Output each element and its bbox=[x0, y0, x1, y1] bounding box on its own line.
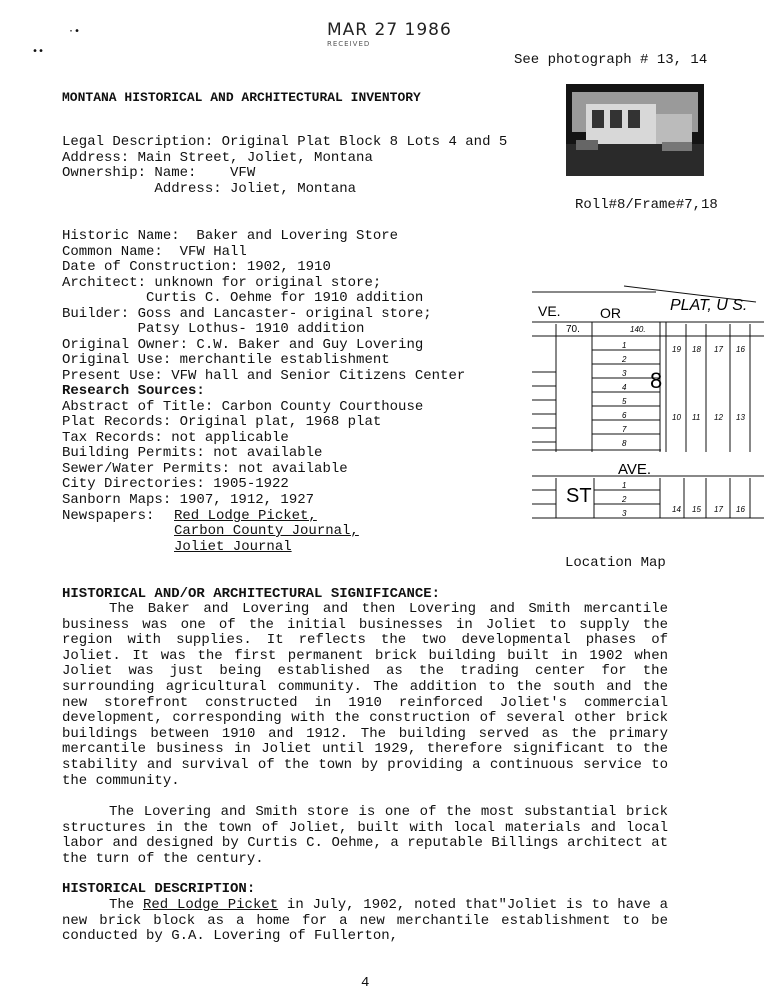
ownership-address: Address: Joliet, Montana bbox=[62, 181, 357, 197]
newspapers-label: Newspapers: bbox=[62, 508, 163, 524]
map-lot-6: 6 bbox=[622, 411, 627, 420]
map-row1-c: 17 bbox=[714, 345, 723, 354]
margin-mark-2: •• bbox=[32, 46, 45, 57]
map-num-140: 140. bbox=[630, 325, 646, 334]
map-row3-b: 15 bbox=[692, 505, 701, 514]
research-sanborn: Sanborn Maps: 1907, 1912, 1927 bbox=[62, 492, 315, 508]
research-plat: Plat Records: Original plat, 1968 plat bbox=[62, 414, 382, 430]
map-row2-c: 12 bbox=[714, 413, 723, 422]
architect: Architect: unknown for original store; bbox=[62, 275, 382, 291]
roll-frame: Roll#8/Frame#7,18 bbox=[575, 197, 718, 213]
significance-heading: HISTORICAL AND/OR ARCHITECTURAL SIGNIFICANCE: bbox=[62, 586, 441, 602]
map-lower-lot-1: 1 bbox=[622, 481, 627, 490]
description-pre: The bbox=[109, 897, 143, 913]
research-heading: Research Sources: bbox=[62, 383, 205, 399]
legal-description: Legal Description: Original Plat Block 8 Lots 4 and 5 bbox=[62, 134, 508, 150]
map-row3-a: 14 bbox=[672, 505, 681, 514]
research-directories: City Directories: 1905-1922 bbox=[62, 476, 289, 492]
description-paragraph bbox=[62, 898, 668, 945]
map-lot-4: 4 bbox=[622, 383, 627, 392]
map-row3-d: 16 bbox=[736, 505, 745, 514]
map-block-8: 8 bbox=[650, 368, 663, 393]
faint-stamp-text: RECEIVED bbox=[327, 40, 371, 48]
map-lot-1: 1 bbox=[622, 341, 627, 350]
builder-addition: Patsy Lothus- 1910 addition bbox=[62, 321, 365, 337]
research-permits: Building Permits: not available bbox=[62, 445, 323, 461]
ownership-name: Ownership: Name: VFW bbox=[62, 165, 256, 181]
map-street-plat: PLAT, U S. bbox=[670, 297, 748, 314]
builder: Builder: Goss and Lancaster- original store; bbox=[62, 306, 432, 322]
page-title: MONTANA HISTORICAL AND ARCHITECTURAL INVENTORY bbox=[62, 90, 421, 105]
map-lower-lot-3: 3 bbox=[622, 509, 627, 518]
research-sewer: Sewer/Water Permits: not available bbox=[62, 461, 348, 477]
newspaper-joliet: Joliet Journal bbox=[174, 539, 292, 555]
map-lower-lot-2: 2 bbox=[622, 495, 627, 504]
map-street-or: OR bbox=[600, 305, 621, 321]
significance-paragraph-2: The Lovering and Smith store is one of the most substantial brick structures in the town of Joliet, built with local materials and local labor and designed by Curtis C. Oehme, a reputable Billings architect at the turn of the century. bbox=[62, 804, 668, 867]
address-line: Address: Main Street, Joliet, Montana bbox=[62, 150, 373, 166]
description-heading: HISTORICAL DESCRIPTION: bbox=[62, 881, 256, 897]
map-lot-8: 8 bbox=[622, 439, 627, 448]
construction-date: Date of Construction: 1902, 1910 bbox=[62, 259, 331, 275]
photo-reference: See photograph # 13, 14 bbox=[514, 52, 708, 68]
present-use: Present Use: VFW hall and Senior Citizens Center bbox=[62, 368, 466, 384]
description-post: in July, 1902, noted that"Joliet is to have a new brick block as a home for a new merchantile establishment to be conducted by G.A. Lovering of Fullerton, bbox=[62, 897, 668, 945]
original-owner: Original Owner: C.W. Baker and Guy Lovering bbox=[62, 337, 424, 353]
map-lot-7: 7 bbox=[622, 425, 627, 434]
map-lot-2: 2 bbox=[622, 355, 627, 364]
map-row2-a: 10 bbox=[672, 413, 681, 422]
research-tax: Tax Records: not applicable bbox=[62, 430, 289, 446]
map-lot-5: 5 bbox=[622, 397, 627, 406]
building-photograph bbox=[566, 84, 704, 176]
map-row1-b: 18 bbox=[692, 345, 701, 354]
historic-name: Historic Name: Baker and Lovering Store bbox=[62, 228, 399, 244]
significance-paragraph-1: The Baker and Lovering and then Lovering and Smith mercantile business was one of the initial businesses in Joliet to supply the region with supplies. It reflects the two developmental phases of Joliet. It was the first permanent brick building built in 1902 when Joliet was just being established as the trading center for the surrounding agricultural community. The addition to the south and the new storefront constructed in 1910 reinforced Joliet's commercial development, corresponding with the construction of several other brick buildings between 1910 and 1912. The building served as the primary mercantile business in Joliet until 1929, therefore significant to the stability and survival of the town by providing a continuous service to the community. bbox=[62, 601, 668, 789]
received-date-stamp: MAR 27 1986 bbox=[327, 20, 452, 40]
newspaper-carbon-county: Carbon County Journal, bbox=[174, 523, 359, 539]
map-avenue: AVE. bbox=[618, 461, 652, 478]
location-map bbox=[526, 280, 766, 530]
map-street-st: ST bbox=[566, 485, 592, 507]
page-number: 4 bbox=[361, 975, 370, 991]
map-num-70: 70. bbox=[566, 324, 580, 335]
map-row1-d: 16 bbox=[736, 345, 745, 354]
margin-mark: ·• bbox=[68, 26, 81, 37]
common-name: Common Name: VFW Hall bbox=[62, 244, 247, 260]
original-use: Original Use: merchantile establishment bbox=[62, 352, 390, 368]
newspaper-red-lodge: Red Lodge Picket, bbox=[174, 508, 317, 524]
map-row1-a: 19 bbox=[672, 345, 681, 354]
map-row2-b: 11 bbox=[692, 413, 701, 422]
description-newspaper: Red Lodge Picket bbox=[142, 897, 279, 913]
research-abstract: Abstract of Title: Carbon County Courthouse bbox=[62, 399, 424, 415]
map-row3-c: 17 bbox=[714, 505, 723, 514]
map-street-ve: VE. bbox=[538, 303, 561, 319]
map-lot-3: 3 bbox=[622, 369, 627, 378]
map-row2-d: 13 bbox=[736, 413, 745, 422]
architect-addition: Curtis C. Oehme for 1910 addition bbox=[62, 290, 424, 306]
location-map-caption: Location Map bbox=[565, 555, 666, 571]
